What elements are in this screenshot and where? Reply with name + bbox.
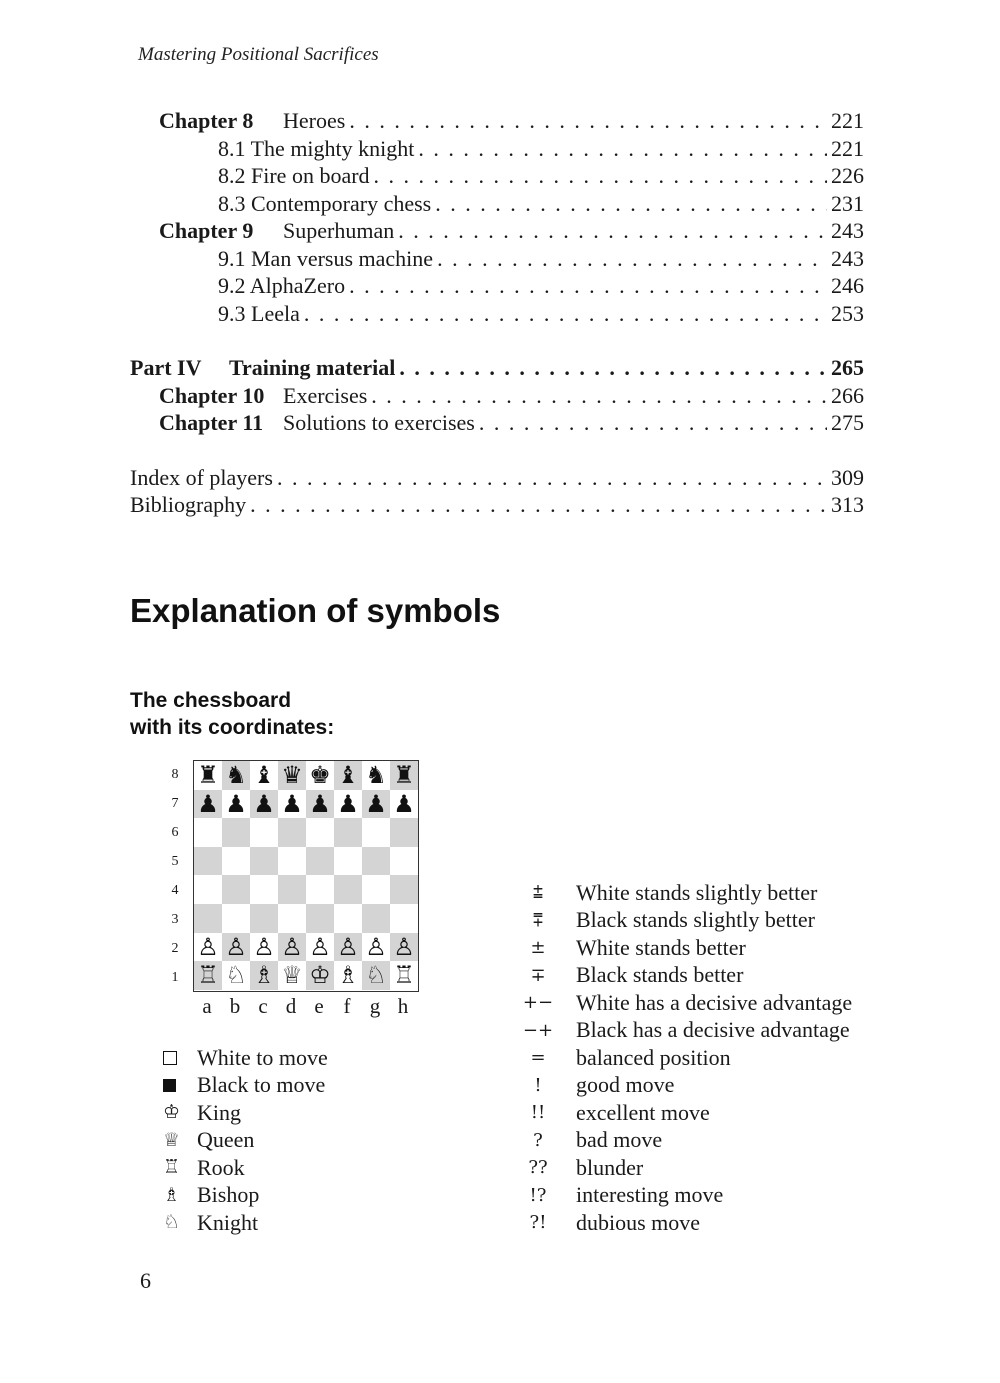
board-square	[334, 818, 362, 847]
board-square: ♟	[250, 790, 278, 819]
board-square: ♝	[250, 761, 278, 790]
board-square: ♟	[306, 790, 334, 819]
rook-icon: ♖	[163, 1157, 181, 1179]
board-square	[194, 818, 222, 847]
legend-text: Bishop	[197, 1182, 260, 1208]
board-square: ♟	[278, 790, 306, 819]
legend-text: Black stands better	[576, 962, 744, 988]
board-square	[250, 875, 278, 904]
board-square: ♔	[306, 961, 334, 990]
page-number: 6	[140, 1268, 151, 1293]
legend-text: blunder	[576, 1154, 644, 1180]
toc-label: Chapter 11	[159, 410, 264, 435]
file-label: h	[397, 994, 409, 1018]
board-square	[194, 904, 222, 933]
legend-text: Knight	[197, 1209, 259, 1235]
toc-title: Solutions to exercises	[283, 410, 475, 435]
black-box-icon	[163, 1079, 176, 1092]
file-label: c	[258, 994, 268, 1018]
toc-title: Fire on board	[251, 163, 370, 188]
legend-item	[500, 962, 852, 990]
toc-title: Contemporary chess	[251, 190, 432, 216]
toc-row[interactable]	[130, 383, 864, 411]
evaluation-symbol: ⩱	[532, 909, 544, 931]
legend-text: King	[197, 1099, 241, 1125]
toc-leader	[250, 492, 827, 518]
toc-label: Chapter 8	[159, 108, 254, 133]
toc-page: 313	[831, 492, 864, 517]
board-square: ♜	[390, 761, 418, 790]
toc-page: 243	[831, 218, 864, 243]
rank-label: 4	[171, 883, 179, 898]
evaluation-symbol: −+	[522, 1019, 554, 1041]
evaluation-symbol: ±	[530, 937, 546, 959]
legend-item	[500, 1099, 852, 1127]
board-square: ♙	[390, 933, 418, 962]
legend-text: Black stands slightly better	[576, 907, 815, 933]
board-square	[306, 847, 334, 876]
toc-page: 231	[831, 190, 864, 216]
board-square	[278, 904, 306, 933]
toc-title: Exercises	[283, 382, 368, 408]
board-square: ♘	[222, 961, 250, 990]
board-square	[222, 875, 250, 904]
board-square	[306, 818, 334, 847]
toc-leader	[399, 355, 827, 381]
board-square: ♟	[194, 790, 222, 819]
file-label: b	[229, 994, 241, 1018]
board-square: ♞	[222, 761, 250, 790]
toc-page: 246	[831, 273, 864, 298]
board-square	[278, 818, 306, 847]
toc-page: 266	[831, 382, 864, 408]
board-square: ♖	[194, 961, 222, 990]
toc-title: Bibliography	[130, 492, 247, 517]
legend-text: interesting move	[576, 1182, 724, 1208]
rank-label: 8	[171, 767, 179, 782]
board-square: ♟	[390, 790, 418, 819]
board-square	[390, 904, 418, 933]
board-square	[306, 904, 334, 933]
board-square: ♟	[362, 790, 390, 819]
legend-text: balanced position	[576, 1044, 731, 1070]
toc-leader	[398, 218, 827, 244]
toc-row[interactable]	[130, 301, 864, 329]
toc-row[interactable]	[130, 191, 864, 219]
board-square	[334, 875, 362, 904]
toc-row[interactable]	[130, 136, 864, 164]
board-square	[390, 818, 418, 847]
evaluation-legend	[500, 879, 852, 1237]
toc-leader	[437, 246, 827, 272]
legend-item	[163, 1154, 328, 1182]
legend-item	[500, 879, 852, 907]
toc-row[interactable]	[130, 355, 864, 383]
toc-title: Training material	[229, 355, 396, 380]
toc-leader	[418, 136, 827, 162]
toc-title: AlphaZero	[249, 273, 346, 298]
board-square: ♙	[362, 933, 390, 962]
queen-icon: ♕	[163, 1129, 181, 1151]
toc-leader	[479, 410, 827, 436]
board-square: ♛	[278, 761, 306, 790]
rank-label: 2	[171, 941, 179, 956]
toc-label: 8.1	[218, 135, 246, 161]
board-square	[390, 875, 418, 904]
legend-text: good move	[576, 1072, 675, 1098]
legend-item	[163, 1182, 328, 1210]
board-square: ♝	[334, 761, 362, 790]
legend-item	[163, 1209, 328, 1237]
board-square	[194, 847, 222, 876]
toc-row[interactable]	[130, 492, 864, 520]
board-square	[334, 847, 362, 876]
toc-title: Index of players	[130, 464, 273, 490]
file-label: d	[285, 994, 297, 1018]
table-of-contents	[130, 108, 864, 520]
legend-item	[500, 1209, 852, 1237]
board-square: ♜	[194, 761, 222, 790]
legend-item	[500, 1127, 852, 1155]
toc-label: 8.2	[218, 163, 246, 188]
toc-page: 309	[831, 464, 864, 490]
toc-label: 9.1	[218, 245, 246, 271]
legend-text: excellent move	[576, 1099, 710, 1125]
toc-label: Part IV	[130, 355, 202, 380]
legend-item	[500, 1182, 852, 1210]
subheading-line: The chessboard	[130, 689, 292, 712]
toc-page: 275	[831, 410, 864, 435]
toc-leader	[371, 383, 827, 409]
rank-label: 1	[171, 970, 179, 985]
board-square	[362, 818, 390, 847]
evaluation-symbol: ?!	[529, 1212, 547, 1234]
toc-row[interactable]	[130, 108, 864, 136]
legend-text: White stands slightly better	[576, 879, 818, 905]
rank-label: 7	[171, 796, 179, 811]
running-head: Mastering Positional Sacrifices	[138, 44, 379, 65]
board-square: ♘	[362, 961, 390, 990]
toc-row[interactable]	[130, 163, 864, 191]
legend-text: White to move	[197, 1044, 328, 1070]
toc-title: Superhuman	[283, 218, 395, 243]
legend-item	[163, 1099, 328, 1127]
toc-title: The mighty knight	[250, 135, 415, 161]
toc-leader	[349, 108, 827, 134]
board-square	[362, 904, 390, 933]
legend-text: Queen	[197, 1127, 255, 1153]
toc-row[interactable]	[130, 410, 864, 438]
board-square	[250, 904, 278, 933]
king-icon: ♔	[163, 1102, 181, 1124]
rank-label: 3	[171, 912, 179, 927]
board-square: ♟	[334, 790, 362, 819]
rank-label: 6	[171, 825, 179, 840]
board-square: ♙	[222, 933, 250, 962]
file-label: e	[314, 994, 324, 1018]
legend-text: White stands better	[576, 934, 746, 960]
board-square	[362, 847, 390, 876]
piece-legend	[163, 1044, 328, 1237]
legend-item	[163, 1072, 328, 1100]
board-square: ♙	[334, 933, 362, 962]
board-square	[250, 818, 278, 847]
toc-label: 9.2	[218, 273, 246, 298]
toc-page: 221	[831, 135, 864, 161]
legend-item	[500, 934, 852, 962]
board-square	[278, 847, 306, 876]
rank-label: 5	[171, 854, 179, 869]
legend-text: White has a decisive advantage	[576, 989, 853, 1015]
evaluation-symbol: =	[530, 1047, 546, 1069]
file-label: f	[343, 994, 351, 1018]
toc-title: Heroes	[283, 108, 346, 133]
legend-text: Rook	[197, 1154, 245, 1180]
rank-labels	[165, 760, 185, 992]
file-label: a	[202, 994, 212, 1018]
board-square	[222, 904, 250, 933]
board-square	[306, 875, 334, 904]
board-square: ♙	[306, 933, 334, 962]
legend-text: dubious move	[576, 1209, 701, 1235]
toc-page: 243	[831, 245, 864, 271]
board-square: ♖	[390, 961, 418, 990]
board-square: ♙	[278, 933, 306, 962]
toc-page: 226	[831, 163, 864, 188]
toc-leader	[349, 273, 827, 299]
legend-text: bad move	[576, 1127, 663, 1153]
subheading-line: with its coordinates:	[130, 716, 335, 739]
toc-row[interactable]	[130, 273, 864, 301]
evaluation-symbol: !	[534, 1074, 542, 1096]
board-square	[222, 847, 250, 876]
board-square: ♙	[250, 933, 278, 962]
board-square: ♞	[362, 761, 390, 790]
toc-leader	[435, 191, 827, 217]
toc-label: Chapter 9	[159, 218, 254, 243]
toc-page: 265	[831, 355, 864, 380]
legend-item	[500, 1154, 852, 1182]
board-square	[334, 904, 362, 933]
evaluation-symbol: !!	[530, 1102, 546, 1124]
section-heading: Explanation of symbols	[130, 592, 501, 629]
legend-text: Black has a decisive advantage	[576, 1017, 850, 1043]
board-square: ♚	[306, 761, 334, 790]
evaluation-symbol: ⩲	[532, 882, 544, 904]
toc-leader	[374, 163, 827, 189]
chessboard	[193, 760, 419, 992]
legend-item	[500, 1044, 852, 1072]
board-square: ♟	[222, 790, 250, 819]
legend-item	[500, 1017, 852, 1045]
board-square	[390, 847, 418, 876]
board-square: ♗	[334, 961, 362, 990]
toc-label: 9.3	[218, 300, 246, 326]
evaluation-symbol: !?	[529, 1184, 547, 1206]
knight-icon: ♘	[163, 1212, 181, 1234]
toc-row[interactable]	[130, 246, 864, 274]
legend-item	[500, 989, 852, 1017]
board-square: ♕	[278, 961, 306, 990]
toc-row[interactable]	[130, 465, 864, 493]
evaluation-symbol: ?	[533, 1129, 543, 1151]
file-label: g	[369, 994, 381, 1018]
board-square: ♙	[194, 933, 222, 962]
subheading	[130, 687, 334, 741]
board-square	[194, 875, 222, 904]
legend-item	[163, 1127, 328, 1155]
board-square	[222, 818, 250, 847]
legend-text: Black to move	[197, 1072, 326, 1098]
evaluation-symbol: ??	[528, 1157, 548, 1179]
white-box-icon	[163, 1051, 177, 1065]
toc-title: Man versus machine	[251, 245, 434, 271]
toc-leader	[304, 301, 827, 327]
board-square	[362, 875, 390, 904]
evaluation-symbol: +−	[522, 992, 554, 1014]
board-square	[278, 875, 306, 904]
legend-item	[500, 1072, 852, 1100]
board-square	[250, 847, 278, 876]
evaluation-symbol: ∓	[530, 964, 546, 986]
toc-page: 253	[831, 300, 864, 326]
file-labels	[193, 994, 419, 1019]
bishop-icon: ♗	[163, 1184, 181, 1206]
toc-label: 8.3	[218, 190, 246, 216]
toc-leader	[277, 465, 827, 491]
toc-label: Chapter 10	[159, 382, 265, 408]
toc-title: Leela	[251, 300, 300, 326]
toc-page: 221	[831, 108, 864, 133]
legend-item	[163, 1044, 328, 1072]
legend-item	[500, 907, 852, 935]
board-square: ♗	[250, 961, 278, 990]
toc-row[interactable]	[130, 218, 864, 246]
